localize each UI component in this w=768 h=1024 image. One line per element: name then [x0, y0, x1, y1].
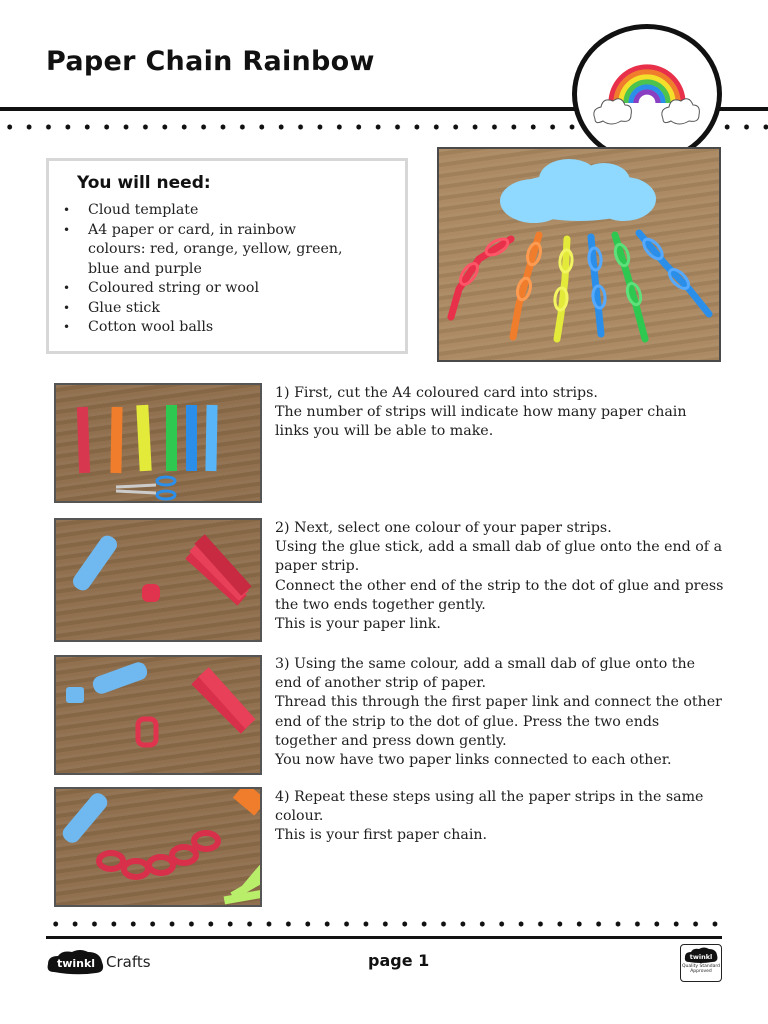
materials-title: You will need:: [77, 173, 211, 193]
step-line: 4) Repeat these steps using all the paper strips in the same colour.: [275, 789, 704, 825]
crafts-label: Crafts: [106, 953, 151, 971]
rainbow-cloud-icon: [587, 41, 707, 141]
step-line: This is your first paper chain.: [275, 827, 488, 844]
page-number: page 1: [368, 951, 430, 970]
step-line: You now have two paper links connected to each other.: [275, 752, 672, 769]
step-line: Connect the other end of the strip to the dot of glue and press the two ends together gently.: [275, 577, 724, 613]
list-item: • Cotton wool balls: [49, 318, 358, 338]
step-3-photo: [54, 655, 262, 775]
materials-box: [46, 158, 408, 354]
step-line: 1) First, cut the A4 coloured card into strips.: [275, 385, 598, 401]
quality-text: Quality Standard Approved: [682, 964, 720, 974]
step-1-text: [275, 384, 725, 442]
twinkl-cloud-icon: [46, 948, 106, 978]
step-line: Using the glue stick, add a small dab of glue onto the end of a paper strip.: [275, 539, 723, 575]
step-line: This is your paper link.: [275, 616, 441, 633]
finished-rainbow-photo: [437, 147, 721, 362]
step-2-text: [275, 519, 725, 634]
step-1-photo: [54, 383, 262, 503]
twinkl-logo[interactable]: [46, 948, 106, 978]
step-line: The number of strips will indicate how many paper chain links you will be able to make.: [275, 404, 687, 440]
footer-dotted-divider: [46, 921, 722, 927]
step-3-text: [275, 655, 725, 770]
list-item: • A4 paper or card, in rainbow colours: red, orange, yellow, green, blue and purple: [49, 221, 358, 280]
materials-list: [49, 201, 358, 338]
quality-standard-badge: [680, 944, 722, 982]
page-title: Paper Chain Rainbow: [46, 46, 375, 77]
list-item: • Cloud template: [49, 201, 358, 221]
rainbow-badge: [572, 24, 722, 164]
quality-cloud-icon: [681, 945, 721, 965]
step-2-photo: [54, 518, 262, 642]
list-item: • Glue stick: [49, 299, 358, 319]
list-item: • Coloured string or wool: [49, 279, 358, 299]
quality-brand-text: twinkl: [689, 953, 713, 961]
step-line: Thread this through the first paper link and connect the other end of the strip to the dot of glue. Press the two ends together and press down gently.: [275, 694, 722, 749]
step-line: 2) Next, select one colour of your paper strips.: [275, 520, 612, 536]
step-line: 3) Using the same colour, add a small dab of glue onto the end of another strip of paper.: [275, 656, 696, 692]
step-4-photo: [54, 787, 262, 907]
step-4-text: [275, 788, 725, 846]
brand-text: twinkl: [56, 957, 96, 970]
footer-rule: [46, 936, 722, 939]
